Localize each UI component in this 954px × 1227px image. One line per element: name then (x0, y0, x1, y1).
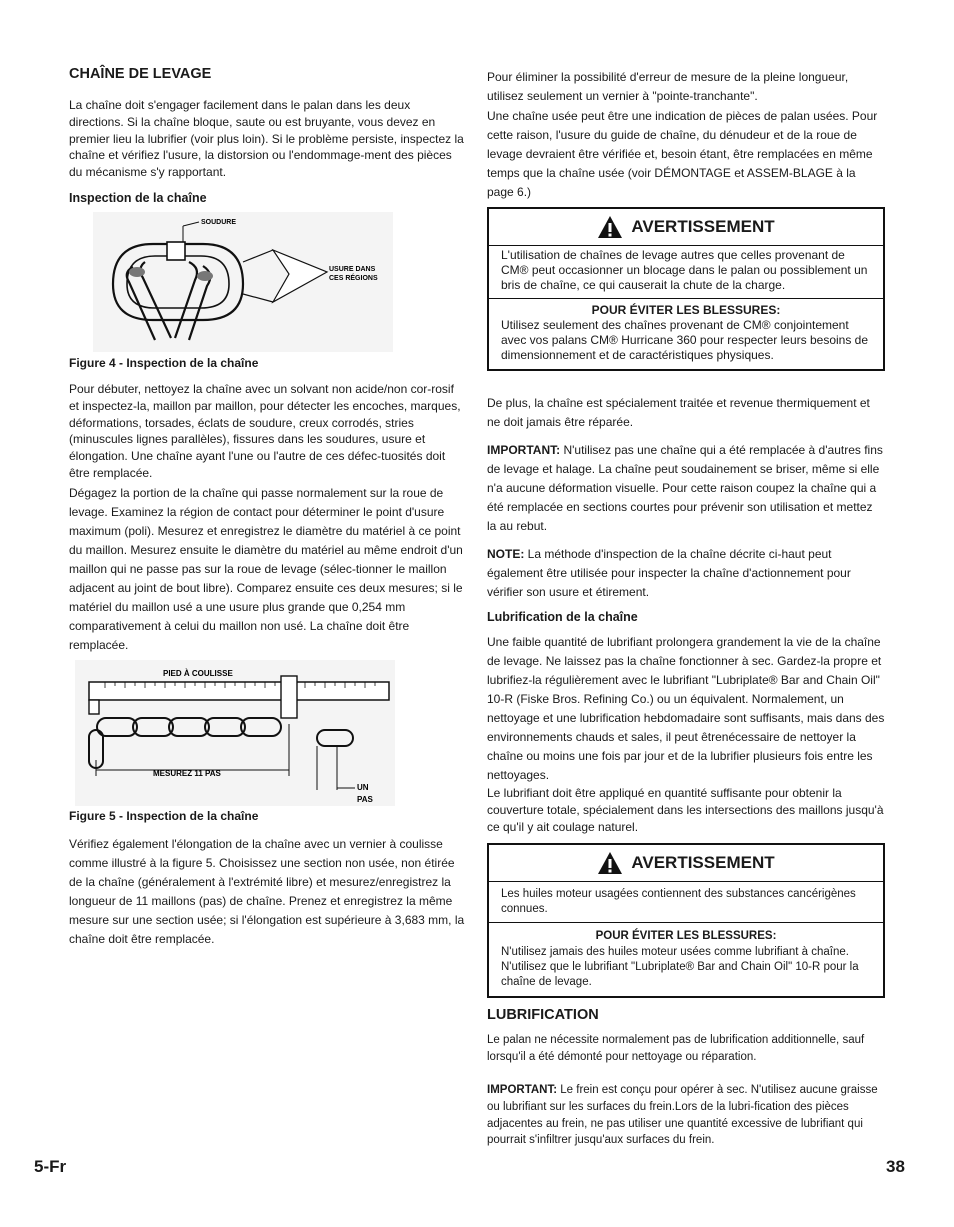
lubrification-chaine-title: Lubrification de la chaîne (487, 610, 638, 624)
inspection-title: Inspection de la chaîne (69, 191, 207, 205)
paragraph-usure-pieces: Une chaîne usée peut être une indication de pièces de palan usées. Pour cette raison, l'usure du guide de chaîne, du dénudeur et de la roue de levage devraient être vérifiée et, besoin étant, être remplacées en même temps que la chaîne usée (voir DÉMONTAGE et ASSEM-BLAGE à la page 6.) (487, 109, 878, 199)
paragraph-lubrification-palan: Le palan ne nécessite normalement pas de lubrification additionnelle, sauf lorsqu'il a été démonté pour nettoyage ou réparation. (487, 1034, 865, 1063)
note-label: NOTE: (487, 547, 525, 561)
section-title-chaine-de-levage: CHAÎNE DE LEVAGE (69, 66, 212, 82)
important-paragraph-1 (487, 441, 885, 536)
important-text: N'utilisez pas une chaîne qui a été remplacée à d'autres fins de levage et halage. La chaîne peut soudainement se briser, même si elle n'a aucune déformation visuelle. Pour cette raison coupez la chaîne qui a été remplacée en sections courtes pour prévenir son utilisation et mettez la au rebut. (487, 443, 883, 533)
note-text: La méthode d'inspection de la chaîne décrite ci-haut peut également être utilisée pour inspecter la chaîne d'actionnement pour vérifier son usure et étirement. (487, 547, 851, 599)
figure-5-caliper (75, 660, 395, 806)
warning-title: AVERTISSEMENT (631, 217, 775, 236)
warning-triangle-icon (597, 851, 623, 875)
warning-prevention-2 (489, 923, 883, 996)
warning-subtitle-2: POUR ÉVITER LES BLESSURES: (595, 930, 777, 943)
section-title-lubrification: LUBRIFICATION (487, 1007, 599, 1023)
paragraph-lubrifiant-quantite: Le lubrifiant doit être appliqué en quantité suffisante pour obtenir la couverture totale, spécialement dans les intersections des maillons jusqu'à ce qu'il y ait coulage naturel. (487, 786, 884, 834)
page-label-left: 5-Fr (34, 1157, 67, 1176)
important-text-2: Le frein est conçu pour opérer à sec. N'utilisez aucune graisse ou lubrifiant sur les surfaces du frein.Lors de la lubri-fication des pièces adjacentes au frein, ne pas utiliser une quantité excessive de lubrifiant qui pourrait s'infiltrer jusqu'aux surfaces du frein. (487, 1084, 878, 1147)
page-number: 38 (886, 1157, 905, 1176)
fig5-label-pied: PIED À COULISSE (163, 669, 233, 678)
important-paragraph-2 (487, 1082, 885, 1149)
warning-text: L'utilisation de chaînes de levage autres que celles provenant de CM® peut occasionner un blocage dans le palan ou possiblement un bris de chaîne, ce qui causerait la chute de la charge. (489, 246, 883, 299)
fig5-label-mesurez: MESUREZ 11 PAS (153, 769, 221, 778)
fig4-label-soudure: SOUDURE (201, 219, 237, 226)
warning-box-chaines (487, 207, 885, 371)
figure-4-chain-link (93, 212, 393, 352)
warning-prevention (489, 299, 883, 370)
fig4-label-usure1: USURE DANS (329, 266, 376, 273)
fig5-label-un: UN (357, 783, 369, 792)
paragraph-lubrification: Une faible quantité de lubrifiant prolongera grandement la vie de la chaîne de levage. Ne laissez pas la chaîne fonctionner à sec. Gardez-la propre et lubrifiez-la régulièrement avec le lubrifiant "Lubriplate® Bar and Chain Oil" 10-R (Fiske Bros. Refining Co.) ou un équivalent. Normalement, un nettoyage et une lubrification hebdomadaire sont suffisants, mais dans des environnements chauds et sales, il peut êtrenécessaire de nettoyer la chaîne ou moins une fois par jour et de la lubrifier plusieurs fois entre les nettoyages. (487, 635, 885, 782)
warning-prevention-text: Utilisez seulement des chaînes provenant de CM® conjointement avec vos palans CM® Hurricane 360 pour respecter leurs besoins de dimensionnement et de caractéristiques physiques. (501, 317, 869, 363)
fig5-label-pas: PAS (357, 795, 373, 804)
warning-title-2: AVERTISSEMENT (631, 853, 775, 872)
warning-subtitle: POUR ÉVITER LES BLESSURES: (591, 302, 781, 317)
warning-text-2: Les huiles moteur usagées contiennent des substances cancérigènes connues. (489, 882, 883, 923)
important-label: IMPORTANT: (487, 443, 561, 457)
warning-box-huiles (487, 843, 885, 998)
paragraph-roue-levage: Dégagez la portion de la chaîne qui passe normalement sur la roue de levage. Examinez la région de contact pour déterminer le point d'usure maximum (poli). Mesurez et enregistrez le diamètre du matériel à ce point du maillon. Mesurez ensuite le diamètre du matériel au même endroit d'un maillon qui ne passe pas sur la roue de levage (sélec-tionner le maillon adjacent au joint de bout libre). Comparez ensuite ces deux mesures; si le matériel du maillon usé a une usure plus grande que 0,254 mm comparativement à celui du maillon non usé. La chaîne doit être remplacée. (69, 486, 463, 652)
warning-prevention-text-2: N'utilisez jamais des huiles moteur usées comme lubrifiant à chaîne. N'utilisez que le lubrifiant "Lubriplate® Bar and Chain Oil" 10-R pour la chaîne de levage. (501, 945, 859, 989)
figure-4-caption: Figure 4 - Inspection de la chaîne (69, 356, 259, 370)
warning-header-2 (489, 845, 883, 882)
warning-triangle-icon (597, 215, 623, 239)
paragraph-nettoyage: Pour débuter, nettoyez la chaîne avec un solvant non acide/non cor-rosif et inspectez-la, maillon par maillon, pour détecter les encoches, marques, déformations, torsades, éclats de soudure, creux corrodés, stries (minuscules lignes parallèles), fissures dans les soudures, usure et élongation. Une chaîne ayant l'une ou l'autre de ces défec-tuosités doit être remplacée. (69, 382, 461, 480)
fig4-label-usure2: CES RÉGIONS (329, 275, 378, 282)
warning-header (489, 209, 883, 246)
paragraph-traitee: De plus, la chaîne est spécialement traitée et revenue thermiquement et ne doit jamais être réparée. (487, 396, 870, 429)
important-label-2: IMPORTANT: (487, 1084, 558, 1096)
intro-paragraph: La chaîne doit s'engager facilement dans le palan dans les deux directions. Si la chaîne bloque, saute ou est bruyante, vous devez en premier lieu la lubrifier (voir plus loin). Si le problème persiste, inspectez la chaîne et vérifiez l'usure, la distorsion ou l'endommage-ment des pièces du mécanisme s'y rapportant. (69, 98, 464, 180)
figure-5-caption: Figure 5 - Inspection de la chaîne (69, 809, 259, 823)
paragraph-elongation: Vérifiez également l'élongation de la chaîne avec un vernier à coulisse comme illustré à la figure 5. Choisissez une section non usée, non étirée de la chaîne (généralement à l'extrémité libre) et mesurez/enregistrez la longueur de 11 maillons (pas) de chaîne. Prenez et enregistrez la même mesure sur une section usée; si l'élongation est supérieure à 3,683 mm, la chaîne doit être remplacée. (69, 837, 465, 946)
paragraph-vernier: Pour éliminer la possibilité d'erreur de mesure de la pleine longueur, utilisez seulement un vernier à "pointe-tranchante". (487, 70, 849, 103)
note-paragraph (487, 545, 885, 602)
